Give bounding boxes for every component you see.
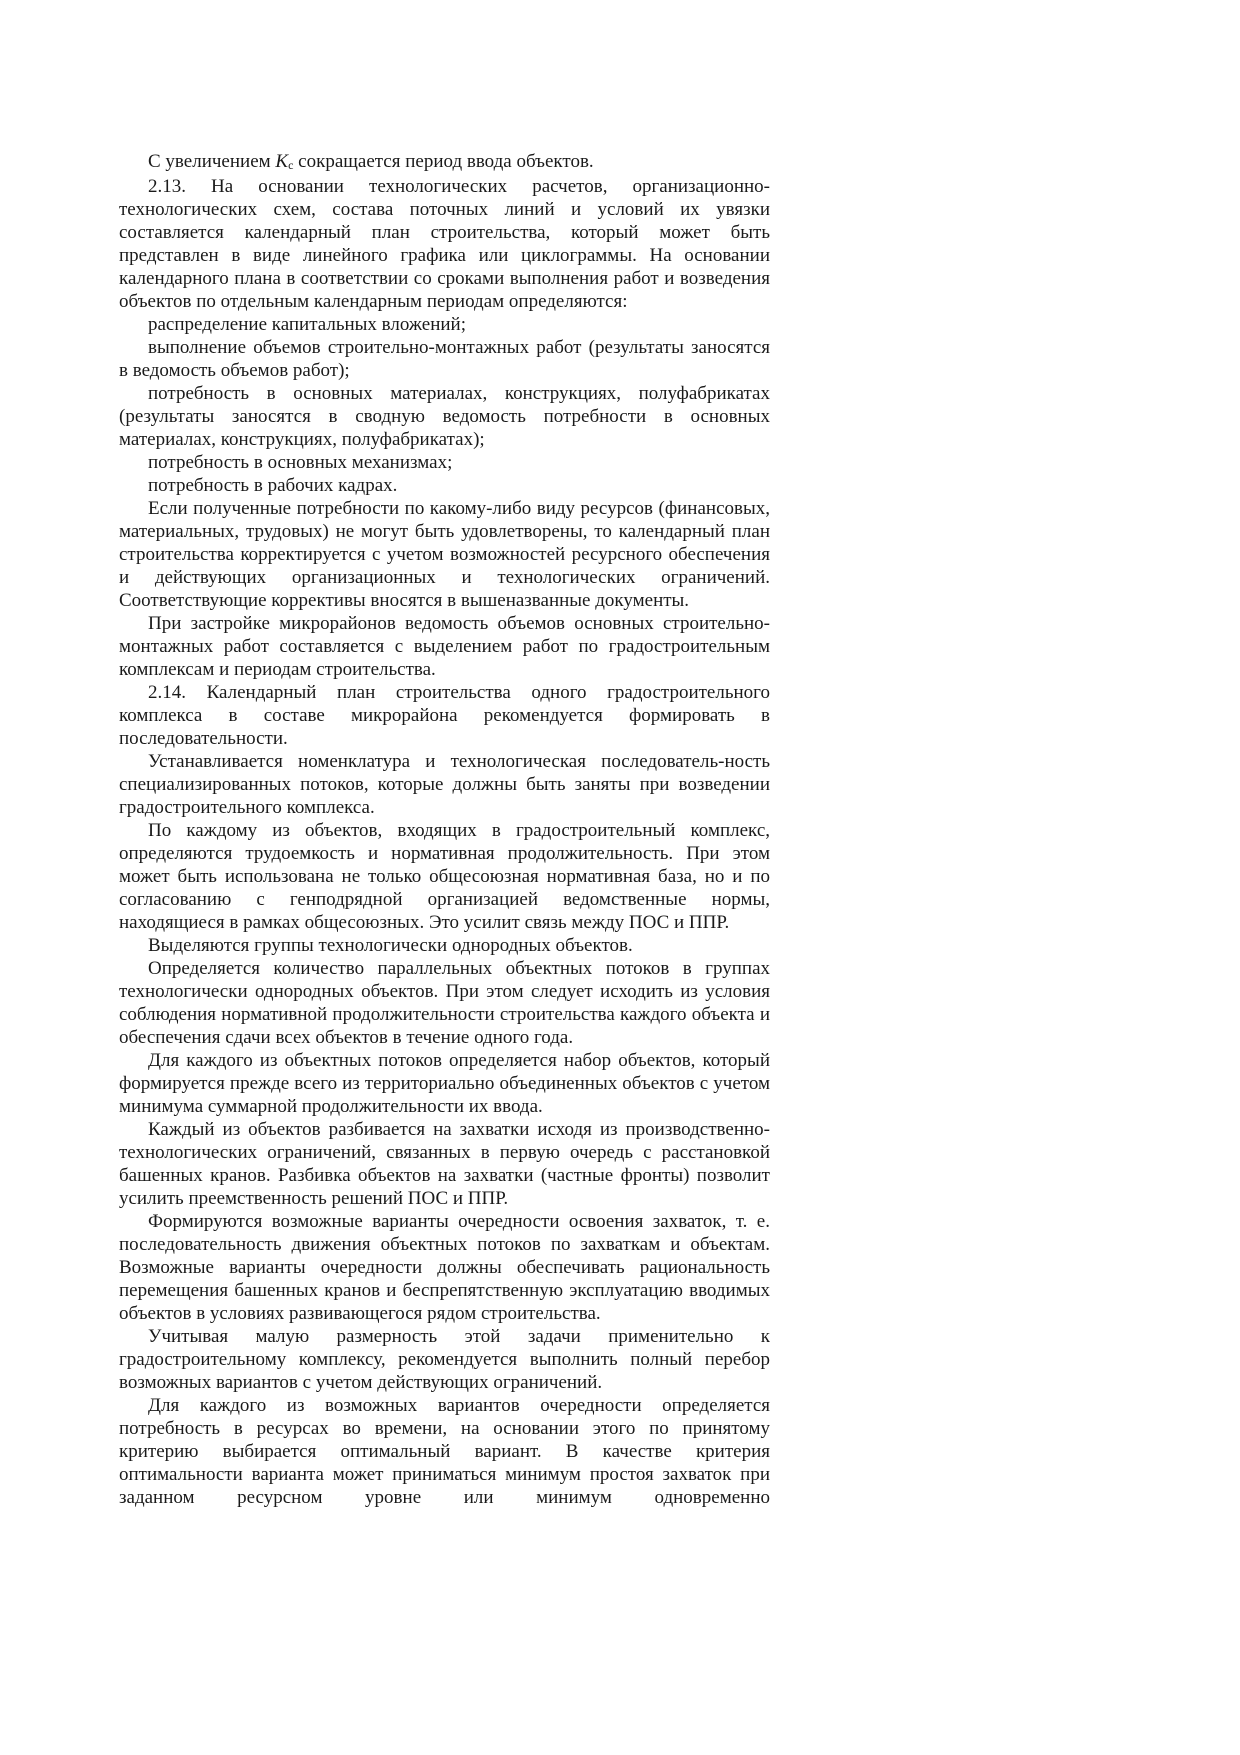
paragraph-nomenclature: Устанавливается номенклатура и технологическая последователь-ность специализированных потоков, которые должны быть заняты при возведении градостроительного комплекса. xyxy=(119,751,770,818)
kc-suffix: сокращается период ввода объектов. xyxy=(293,151,594,172)
paragraph-sequence-variants: Формируются возможные варианты очередности освоения захваток, т. е. последовательность движения объектных потоков по захваткам и объектам. Возможные варианты очередности должны обеспечивать рациональность перемещения башенных кранов и беспрепятственную эксплуатацию вводимых объектов в условиях развивающегося рядом строительства. xyxy=(119,1211,770,1324)
paragraph-microdistrict: При застройке микрорайонов ведомость объемов основных строительно-монтажных работ составляется с выделением работ по градостроительным комплексам и периодам строительства. xyxy=(119,613,770,680)
paragraph-parallel-streams: Определяется количество параллельных объектных потоков в группах технологически однородных объектов. При этом следует исходить из условия соблюдения нормативной продолжительности строительства каждого объекта и обеспечения сдачи всех объектов в течение одного года. xyxy=(119,958,770,1048)
paragraph-object-set: Для каждого из объектных потоков определяется набор объектов, который формируется прежде всего из территориально объединенных объектов с учетом минимума суммарной продолжительности их ввода. xyxy=(119,1050,770,1117)
kc-subscript: c xyxy=(288,158,294,172)
paragraph-grips: Каждый из объектов разбивается на захватки исходя из производственно-технологических ограничений, связанных в первую очередь с расстановкой башенных кранов. Разбивка объектов на захватки (частные фронты) позволит усилить преемственность решений ПОС и ППР. xyxy=(119,1119,770,1209)
kc-variable: K xyxy=(275,151,289,172)
list-item-work-volumes: выполнение объемов строительно-монтажных работ (результаты заносятся в ведомость объемов работ); xyxy=(119,337,770,381)
kc-prefix: С увеличением xyxy=(148,151,276,172)
paragraph-kc-intro xyxy=(119,150,770,175)
paragraph-optimal-variant: Для каждого из возможных вариантов очередности определяется потребность в ресурсах во времени, на основании этого по принятому критерию выбирается оптимальный вариант. В качестве критерия оптимальности варианта может приниматься минимум простоя захваток при заданном ресурсном уровне или минимум одновременно xyxy=(119,1395,770,1508)
paragraph-2-13: 2.13. На основании технологических расчетов, организационно-технологических схем, состава поточных линий и условий их увязки составляется календарный план строительства, который может быть представлен в виде линейного графика или циклограммы. На основании календарного плана в соответствии со сроками выполнения работ и возведения объектов по отдельным календарным периодам определяются: xyxy=(119,176,770,312)
paragraph-2-14: 2.14. Календарный план строительства одного градостроительного комплекса в составе микрорайона рекомендуется формировать в последовательности. xyxy=(119,682,770,749)
list-item-machinery-demand: потребность в основных механизмах; xyxy=(148,452,453,473)
list-item-capital-investment: распределение капитальных вложений; xyxy=(148,314,466,335)
document-page xyxy=(119,150,770,1509)
paragraph-labor-intensity: По каждому из объектов, входящих в градостроительный комплекс, определяются трудоемкость и нормативная продолжительность. При этом может быть использована не только общесоюзная нормативная база, но и по согласованию с генподрядной организацией ведомственные нормы, находящиеся в рамках общесоюзных. Это усилит связь между ПОС и ППР. xyxy=(119,820,770,933)
paragraph-full-enumeration: Учитывая малую размерность этой задачи применительно к градостроительному комплексу, рекомендуется выполнить полный перебор возможных вариантов с учетом действующих ограничений. xyxy=(119,1326,770,1393)
list-item-materials-demand: потребность в основных материалах, конструкциях, полуфабрикатах (результаты заносятся в сводную ведомость потребности в основных материалах, конструкциях, полуфабрикатах); xyxy=(119,383,770,450)
paragraph-object-groups: Выделяются группы технологически однородных объектов. xyxy=(148,935,633,956)
paragraph-resource-shortage: Если полученные потребности по какому-либо виду ресурсов (финансовых, материальных, трудовых) не могут быть удовлетворены, то календарный план строительства корректируется с учетом возможностей ресурсного обеспечения и действующих организационных и технологических ограничений. Соответствующие коррективы вносятся в вышеназванные документы. xyxy=(119,498,770,611)
list-item-labor-demand: потребность в рабочих кадрах. xyxy=(148,475,398,496)
